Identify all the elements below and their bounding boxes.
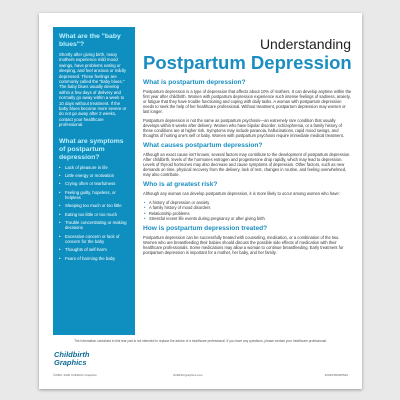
risk-item: • A history of depression or anxiety: [143, 200, 353, 205]
symptom-item: • Feeling guilty, hopeless, or helpless: [59, 190, 129, 200]
section-paragraph: Postpartum depression can be successfully treated with counseling, medication, or a combination of the two. Women who are breastfeeding their babies should discuss the possible side effects of medication with their healthcare professionals. Some medications may allow a woman to continue breastfeeding. Early treatment for postpartum depression is important for a mother, her baby, and her family.: [143, 235, 344, 256]
section-heading-causes: What causes postpartum depression?: [143, 142, 263, 149]
main-content: [143, 79, 353, 259]
section-paragraph: Although any woman can develop postpartum depression, it is more likely to occur among women who have:: [143, 191, 340, 196]
symptom-item: • Lack of pleasure in life: [59, 165, 129, 170]
section-paragraph: Although an exact cause isn't known, several factors may contribute to the development of postpartum depression. After childbirth, levels of the hormones estrogen and progesterone drop rapidly, which may lead to depression. Levels of thyroid hormones may also decrease and cause symptoms of depression. Other factors, such as new demands on time, physical recovery from the delivery, lack of rest, changes in routine, and feeling overwhelmed, may also contribute.: [143, 152, 351, 177]
logo-name: Childbirth Graphics: [54, 350, 90, 367]
symptom-item: • Crying often or tearfulness: [59, 181, 129, 186]
symptom-item: • Excessive concern or lack of concern for the baby: [59, 234, 129, 244]
sidebar-panel: [53, 27, 135, 335]
symptom-item: • Trouble concentrating or making decisions: [59, 220, 129, 230]
sidebar-heading-symptoms: What are symptoms of postpartum depression?: [59, 137, 124, 161]
footer-item-code: 32046/0508/0520: [324, 373, 348, 377]
section-heading-treated: How is postpartum depression treated?: [143, 225, 268, 233]
risk-item: • Stressful recent life events during pregnancy or after giving birth: [143, 216, 353, 221]
section-paragraph: Postpartum depression is a type of depression that affects about 10% of mothers. It can develop anytime within the first year after childbirth. Women with postpartum depression experience such intense feelings of sadness, anxiety, or fatigue that they have trouble functioning and coping with daily tasks. A woman with postpartum depression needs to seek the help of her healthcare professional. Without treatment, postpartum depression may worsen or last longer.: [143, 89, 352, 114]
page-title-line1: Understanding: [259, 36, 351, 52]
page-title: Postpartum Depression: [143, 52, 352, 73]
symptom-item: • Eating too little or too much: [59, 212, 129, 217]
footer-copyright: ©2006, 2020 Childbirth Graphics: [53, 373, 97, 377]
section-heading-what: What is postpartum depression?: [143, 79, 246, 86]
symptom-item: • Fears of harming the baby: [59, 256, 129, 261]
symptoms-list: [59, 165, 129, 261]
footer-website: childbirthgraphics.com: [173, 373, 203, 377]
risk-item: • Relationship problems: [143, 211, 353, 216]
section-paragraph: Postpartum depression is not the same as postpartum psychosis—an extremely rare condition that usually develops within 6 weeks after delivery. Women who have bipolar disorder, schizophrenia, or a family history of these conditions are at higher risk. Symptoms may include paranoia, hallucinations, rapid mood swings, and thoughts of hurting one's self or baby. Women with postpartum psychosis require immediate medical treatment.: [143, 118, 344, 138]
sidebar-paragraph-baby-blues: Shortly after giving birth, many mothers experience mild mood swings, have problems eating or sleeping, and feel anxious or mildly depressed. These feelings are commonly called the "baby blues." The baby blues usually develop within a few days of delivery and normally go away within a week to 10 days without treatment. If the baby blues become more severe or do not go away after 2 weeks, contact your healthcare professional.: [59, 52, 127, 128]
risk-list: [143, 200, 353, 221]
handout-sheet: [39, 13, 362, 389]
symptom-item: • Thoughts of self-harm: [59, 247, 129, 252]
symptom-item: • Little energy or motivation: [59, 173, 129, 178]
brand-logo: [54, 351, 90, 367]
symptom-item: • Sleeping too much or too little: [59, 203, 129, 208]
disclaimer-text: The information contained in this tear pad is not intended to replace the advice of a healthcare professional. If you have any questions, please contact your healthcare professional.: [74, 339, 327, 343]
risk-item: • A family history of mood disorders: [143, 205, 353, 210]
sidebar-heading-baby-blues: What are the "baby blues"?: [59, 33, 121, 48]
section-heading-risk: Who is at greatest risk?: [143, 181, 218, 188]
footer: [53, 373, 348, 379]
